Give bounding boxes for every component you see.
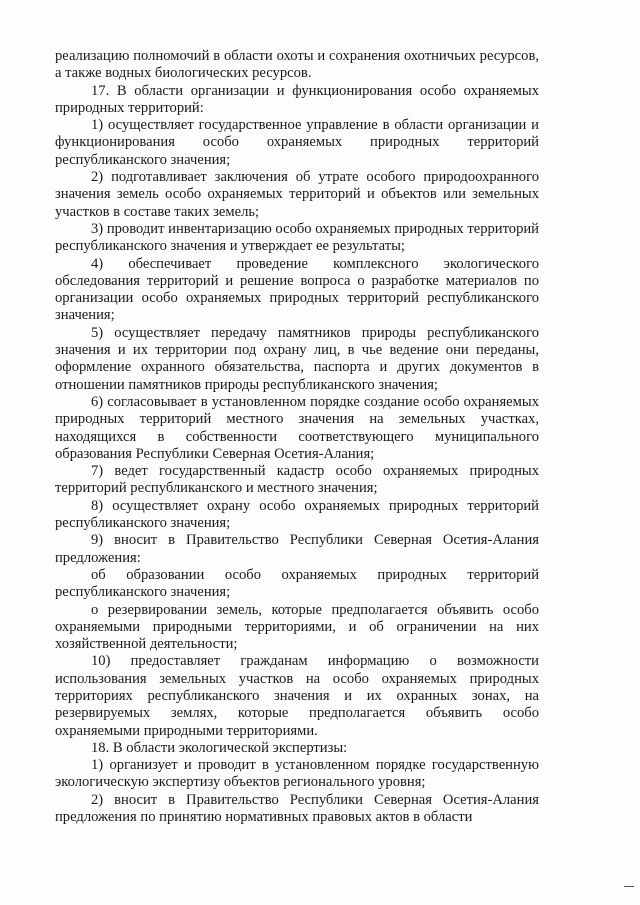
- section-17-item-5: 5) осуществляет передачу памятников природы республиканского значения и их территории под охрану лиц, в чье ведение они переданы, оформление охранного обязательства, паспорта и других документов в отношении памятников природы республиканского значения;: [55, 324, 539, 393]
- section-17-item-8: 8) осуществляет охрану особо охраняемых природных территорий республиканского значения;: [55, 497, 539, 532]
- section-17-item-3: 3) проводит инвентаризацию особо охраняемых природных территорий республиканского значения и утверждает ее результаты;: [55, 220, 539, 255]
- section-17-item-7: 7) ведет государственный кадастр особо охраняемых природных территорий республиканского и местного значения;: [55, 463, 539, 497]
- section-17-item-10: 10) предоставляет гражданам информацию о возможности использования земельных участков на особо охраняемых природных территориях республиканского значения и их охранных зонах, на резервируемых землях, которые предполагается объявить особо охраняемыми природными территориями.: [55, 653, 539, 739]
- section-17-heading: 17. В области организации и функционирования особо охраняемых природных территорий:: [55, 82, 539, 116]
- page-edge-mark: [624, 886, 634, 887]
- section-18-item-2: 2) вносит в Правительство Республики Северная Осетия-Алания предложения по принятию нормативных правовых актов в области: [55, 791, 539, 826]
- section-17-item-9-sub-2: о резервировании земель, которые предполагается объявить особо охраняемыми природными территориями, и об ограничении на них хозяйственной деятельности;: [55, 601, 539, 653]
- paragraph-continuation: реализацию полномочий в области охоты и сохранения охотничьих ресурсов, а также водных биологических ресурсов.: [55, 48, 539, 82]
- document-body: [55, 48, 539, 826]
- section-18-item-1: 1) организует и проводит в установленном порядке государственную экологическую экспертизу объектов регионального уровня;: [55, 757, 539, 791]
- section-17-item-2: 2) подготавливает заключения об утрате особого природоохранного значения земель особо охраняемых территорий и объектов или земельных участков в составе таких земель;: [55, 169, 539, 220]
- section-17-item-1: 1) осуществляет государственное управление в области организации и функционирования особо охраняемых природных территорий республиканского значения;: [55, 117, 539, 168]
- section-17-item-6: 6) согласовывает в установленном порядке создание особо охраняемых природных территорий местного значения на земельных участках, находящихся в собственности соответствующего муниципального образования Республики Северная Осетия-Алания;: [55, 393, 539, 462]
- section-18-heading: 18. В области экологической экспертизы:: [91, 739, 348, 756]
- section-17-item-9: 9) вносит в Правительство Республики Северная Осетия-Алания предложения:: [55, 532, 539, 566]
- section-17-item-4: 4) обеспечивает проведение комплексного экологического обследования территорий и решение вопроса о разработке материалов по организации особо охраняемых природных территорий республиканского значения;: [55, 255, 539, 324]
- section-17-item-9-sub-1: об образовании особо охраняемых природных территорий республиканского значения;: [55, 566, 539, 601]
